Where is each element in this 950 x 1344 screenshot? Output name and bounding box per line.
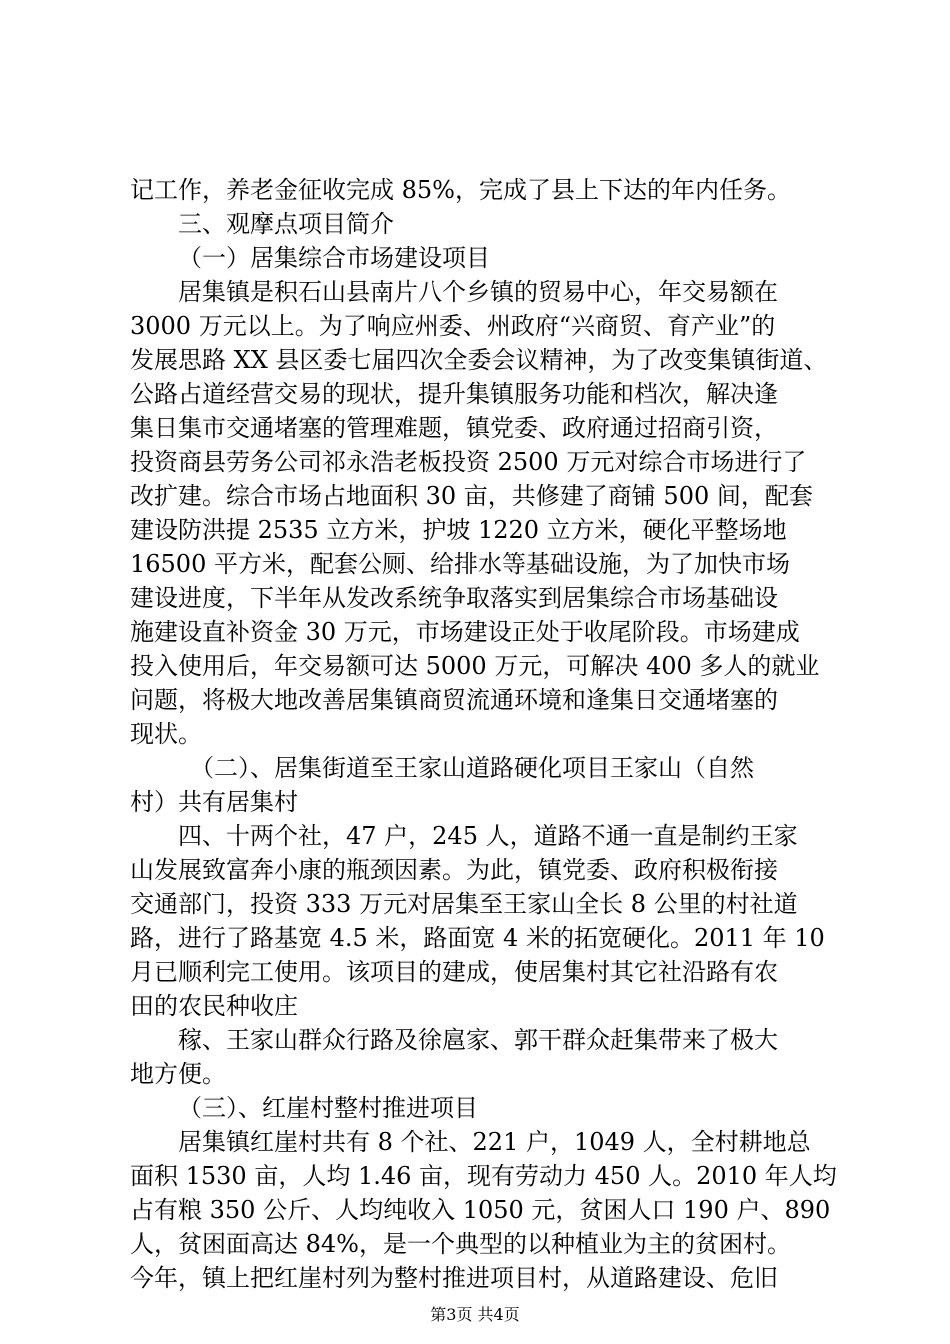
text-line: 今年，镇上把红崖村列为整村推进项目村，从道路建设、危旧 [130, 1264, 778, 1292]
text-line: 建设防洪提 2535 立方米，护坡 1220 立方米，硬化平整场地 [130, 516, 787, 544]
text-line: 居集镇红崖村共有 8 个社、221 户，1049 人，全村耕地总 [178, 1128, 811, 1156]
text-line: 3000 万元以上。为了响应州委、州政府“兴商贸、育产业”的 [130, 312, 776, 340]
subsection-heading: （一）居集综合市场建设项目 [178, 244, 490, 272]
text-line: 村）共有居集村 [130, 788, 298, 816]
text-line: 问题，将极大地改善居集镇商贸流通环境和逢集日交通堵塞的 [130, 686, 778, 714]
page-footer: 第3页 共4页 [430, 1305, 520, 1324]
section-heading: 三、观摩点项目简介 [178, 210, 394, 238]
text-line: 投资商县劳务公司祁永浩老板投资 2500 万元对综合市场进行了 [130, 448, 807, 476]
text-line: 记工作，养老金征收完成 85%，完成了县上下达的年内任务。 [130, 176, 791, 204]
text-line: 现状。 [130, 720, 202, 748]
text-line: 山发展致富奔小康的瓶颈因素。为此，镇党委、政府积极衔接 [130, 856, 778, 884]
text-line: 田的农民种收庄 [130, 992, 298, 1020]
text-line: 施建设直补资金 30 万元，市场建设正处于收尾阶段。市场建成 [130, 618, 800, 646]
text-line: 投入使用后，年交易额可达 5000 万元，可解决 400 多人的就业 [130, 652, 820, 680]
text-line: 发展思路 XX 县区委七届四次全委会议精神，为了改变集镇街道、 [130, 346, 828, 374]
text-line: 月已顺利完工使用。该项目的建成，使居集村其它社沿路有农 [130, 958, 778, 986]
text-line: 地方便。 [130, 1060, 226, 1088]
text-line: 路，进行了路基宽 4.5 米，路面宽 4 米的拓宽硬化。2011 年 10 [130, 924, 825, 952]
text-line: 公路占道经营交易的现状，提升集镇服务功能和档次，解决逢 [130, 380, 778, 408]
text-line: 建设进度，下半年从发改系统争取落实到居集综合市场基础设 [130, 584, 778, 612]
text-line: 交通部门，投资 333 万元对居集至王家山全长 8 公里的村社道 [130, 890, 798, 918]
text-line: 居集镇是积石山县南片八个乡镇的贸易中心，年交易额在 [178, 278, 778, 306]
text-line: 占有粮 350 公斤、人均纯收入 1050 元，贫困人口 190 户、890 [130, 1196, 831, 1224]
text-line: 四、十两个社，47 户，245 人，道路不通一直是制约王家 [178, 822, 798, 850]
text-line: 稼、王家山群众行路及徐扈家、郭干群众赶集带来了极大 [178, 1026, 778, 1054]
subsection-heading: （三）、红崖村整村推进项目 [178, 1094, 478, 1122]
text-line: 面积 1530 亩，人均 1.46 亩，现有劳动力 450 人。2010 年人均 [130, 1162, 837, 1190]
subsection-heading: （二）、居集街道至王家山道路硬化项目王家山（自然 [190, 754, 754, 782]
text-line: 改扩建。综合市场占地面积 30 亩，共修建了商铺 500 间，配套 [130, 482, 813, 510]
text-line: 人，贫困面高达 84%，是一个典型的以种植业为主的贫困村。 [130, 1230, 791, 1258]
text-line: 集日集市交通堵塞的管理难题，镇党委、政府通过招商引资， [130, 414, 778, 442]
text-line: 16500 平方米，配套公厕、给排水等基础设施，为了加快市场 [130, 550, 790, 578]
